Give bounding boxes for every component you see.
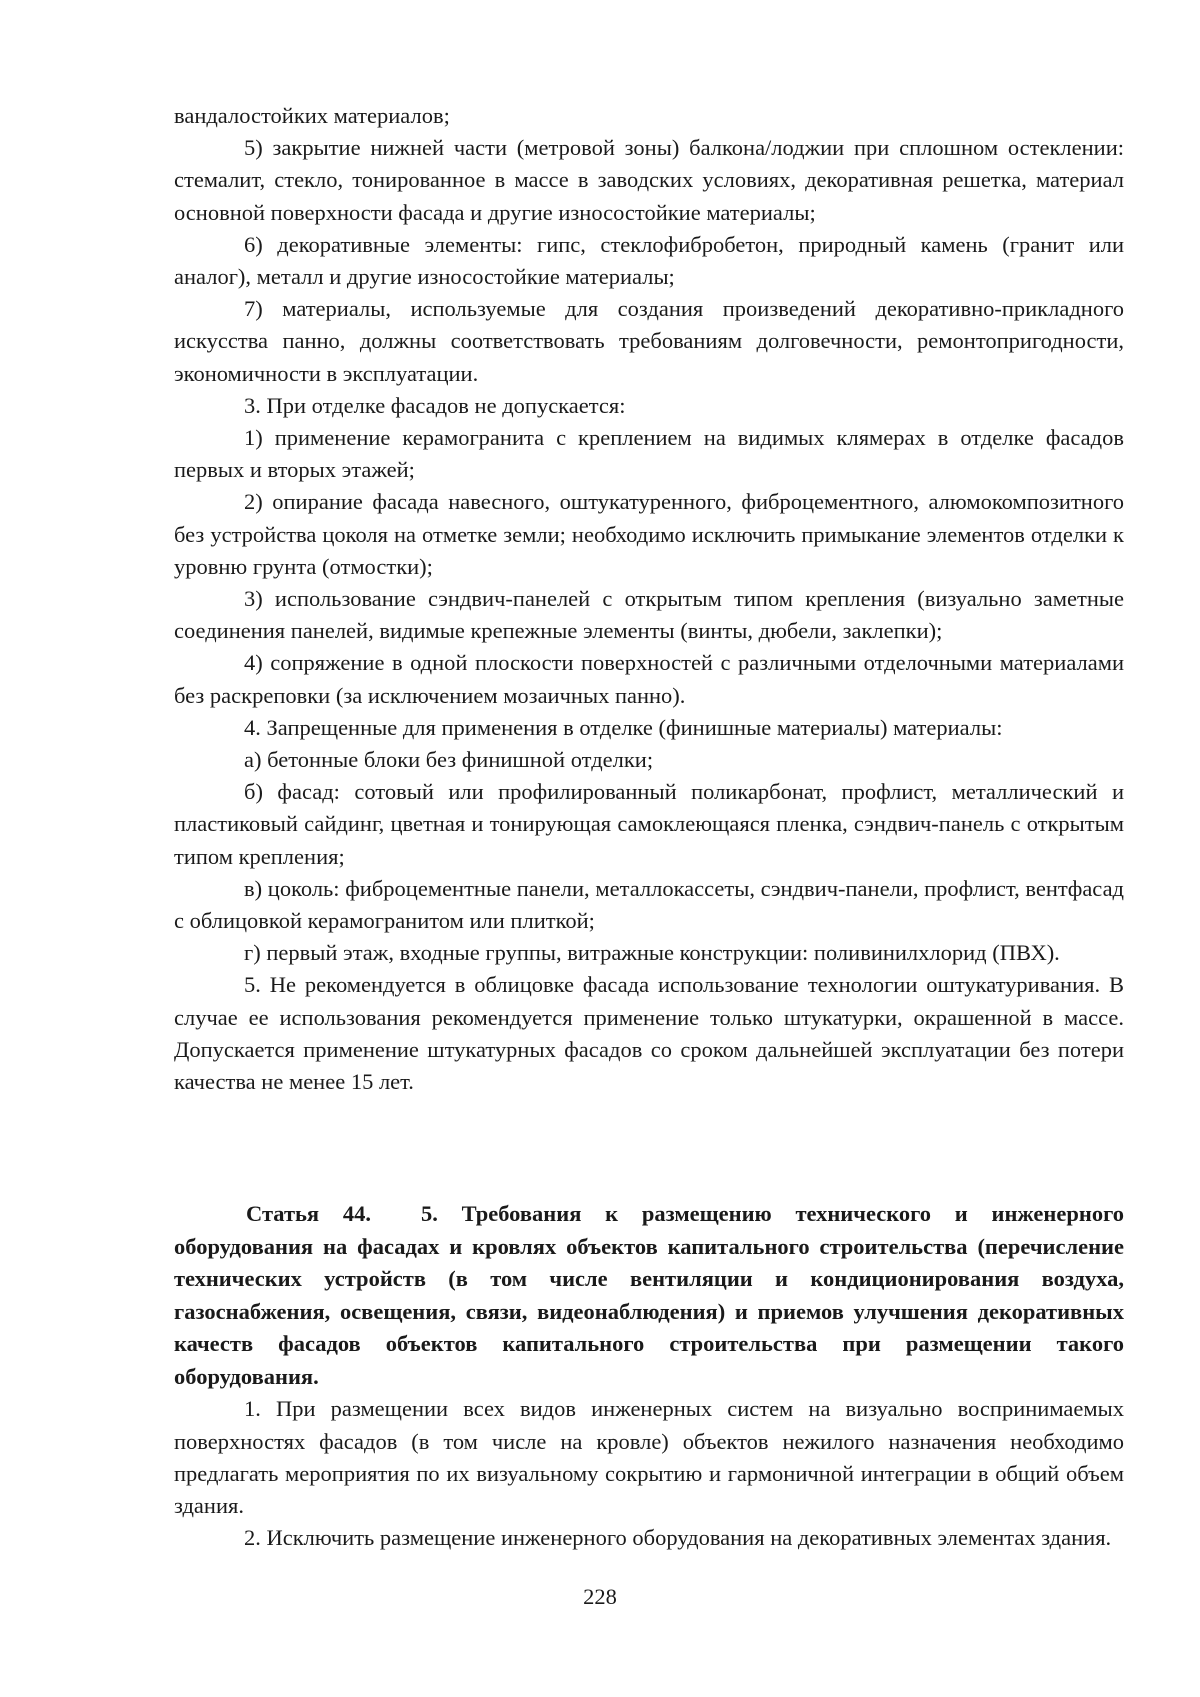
article-label: Статья 44. bbox=[246, 1201, 371, 1227]
paragraph-article-item-2: 2. Исключить размещение инженерного оборудования на декоративных элементах здания. bbox=[244, 1525, 1112, 1551]
article-title: Требования к размещению технического и инженерного оборудования на фасадах и кровлях объектов капитального строительства (перечисление технических устройств (в том числе вентиляции и кондиционирования воздуха, газоснабжения, освещения, связи, видеонаблюдения) и приемов улучшения декоративных качеств фасадов объектов капитального строительства при размещении такого оборудования. bbox=[174, 1201, 1124, 1389]
paragraph-item-6: 6) декоративные элементы: гипс, стеклофибробетон, природный камень (гранит или аналог), металл и другие износостойкие материалы; bbox=[174, 231, 1124, 290]
paragraph-section-4-item-v: в) цоколь: фиброцементные панели, металлокассеты, сэндвич-панели, профлист, вентфасад с облицовкой керамогранитом или плиткой; bbox=[174, 875, 1124, 934]
page-number: 228 bbox=[583, 1584, 617, 1609]
section-spacer bbox=[174, 1098, 1124, 1198]
paragraph-section-3: 3. При отделке фасадов не допускается: bbox=[244, 392, 626, 418]
article-heading bbox=[174, 1198, 1124, 1393]
document-page bbox=[174, 100, 1124, 1554]
paragraph-section-3-item-2: 2) опирание фасада навесного, оштукатуренного, фиброцементного, алюмокомпозитного без устройства цоколя на отметке земли; необходимо исключить примыкание элементов отделки к уровню грунта (отмостки); bbox=[174, 489, 1124, 579]
paragraph-section-4-item-b: б) фасад: сотовый или профилированный поликарбонат, профлист, металлический и пластиковый сайдинг, цветная и тонирующая самоклеющаяся пленка, сэндвич-панель с открытым типом крепления; bbox=[174, 779, 1124, 869]
paragraph-section-3-item-1: 1) применение керамогранита с креплением на видимых клямерах в отделке фасадов первых и вторых этажей; bbox=[174, 425, 1124, 483]
article-number: 5. bbox=[420, 1201, 438, 1227]
paragraph-section-4-item-a: а) бетонные блоки без финишной отделки; bbox=[244, 747, 654, 773]
paragraph-section-5: 5. Не рекомендуется в облицовке фасада использование технологии оштукатуривания. В случае ее использования рекомендуется применение только штукатурки, окрашенной в массе. Допускается применение штукатурных фасадов со сроком дальнейшей эксплуатации без потери качества не менее 15 лет. bbox=[174, 972, 1124, 1095]
paragraph-item-5: 5) закрытие нижней части (метровой зоны) балкона/лоджии при сплошном остеклении: стемалит, стекло, тонированное в массе в заводских условиях, декоративная решетка, материал основной поверхности фасада и другие износостойкие материалы; bbox=[174, 135, 1124, 225]
paragraph-item-7: 7) материалы, используемые для создания произведений декоративно-прикладного искусства панно, должны соответствовать требованиям долговечности, ремонтопригодности, экономичности в эксплуатации. bbox=[174, 296, 1124, 386]
paragraph-section-3-item-4: 4) сопряжение в одной плоскости поверхностей с различными отделочными материалами без раскреповки (за исключением мозаичных панно). bbox=[174, 650, 1124, 708]
paragraph-article-item-1: 1. При размещении всех видов инженерных систем на визуально воспринимаемых поверхностях фасадов (в том числе на кровле) объектов нежилого назначения необходимо предлагать мероприятия по их визуальному сокрытию и гармоничной интеграции в общий объем здания. bbox=[174, 1396, 1124, 1518]
paragraph-continuation: вандалостойких материалов; bbox=[174, 103, 450, 128]
paragraph-section-4-item-g: г) первый этаж, входные группы, витражные конструкции: поливинилхлорид (ПВХ). bbox=[244, 940, 1060, 966]
paragraph-section-3-item-3: 3) использование сэндвич-панелей с открытым типом крепления (визуально заметные соединения панелей, видимые крепежные элементы (винты, дюбели, заклепки); bbox=[174, 586, 1124, 644]
paragraph-section-4: 4. Запрещенные для применения в отделке (финишные материалы) материалы: bbox=[244, 714, 1003, 740]
